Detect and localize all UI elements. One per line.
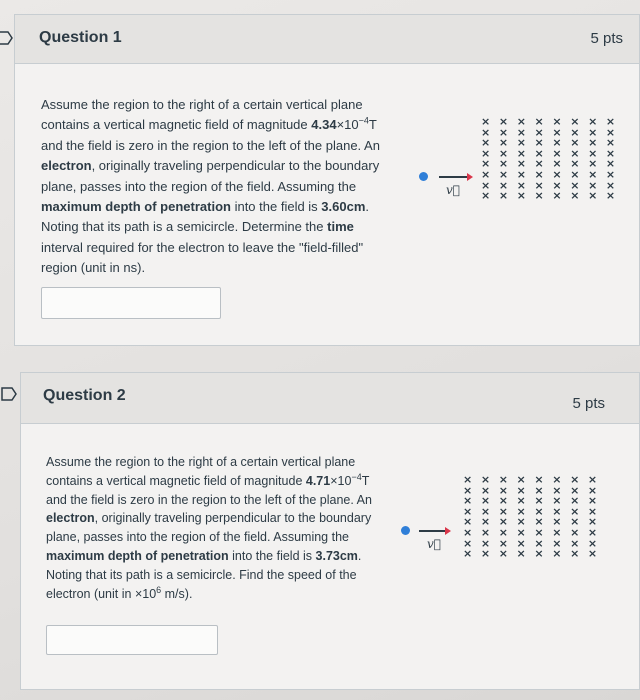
velocity-label: v⃗ bbox=[427, 537, 441, 551]
question-2-diagram bbox=[397, 471, 600, 591]
velocity-label: v⃗ bbox=[446, 183, 460, 197]
velocity-arrow bbox=[439, 176, 469, 178]
electron-dot bbox=[419, 172, 428, 181]
question-2-header bbox=[21, 373, 639, 424]
question-1-header bbox=[15, 15, 639, 64]
question-2-text: Assume the region to the right of a certain vertical plane contains a vertical magnetic field of magnitude $4.71\times 10^{-4}T$ and the field is zero in the region to the left of the plane. An electron, originally traveling perpendicular to the boundary plane, passes into the region of the field. Assuming the maximum depth of penetration into the field is 3.73cm. Noting that its path is a semicircle. Find the speed of the electron (unit in $\times 10^6$ m/s). bbox=[46, 455, 372, 601]
question-2-answer-input[interactable] bbox=[46, 625, 218, 655]
question-1-answer-input[interactable] bbox=[41, 287, 221, 319]
electron-dot bbox=[401, 526, 410, 535]
question-1-text: Assume the region to the right of a certain vertical plane contains a vertical magnetic field of magnitude $4.34\times 10^{-4}T$ and the field is zero in the region to the left of the plane. An electron, originally traveling perpendicular to the boundary plane, passes into the region of the field. Assuming the maximum depth of penetration into the field is 3.60cm. Noting that its path is a semicircle. Determine the time interval required for the electron to leave the "field-filled" region (unit in ns). bbox=[41, 97, 380, 276]
question-2-card bbox=[20, 372, 640, 690]
question-1-card bbox=[14, 14, 640, 346]
question-1-diagram bbox=[415, 113, 618, 233]
velocity-arrow bbox=[419, 530, 447, 532]
question-1-title: Question 1 bbox=[39, 29, 122, 46]
question-1-points: 5 pts bbox=[590, 30, 623, 47]
question-2-title: Question 2 bbox=[43, 387, 126, 404]
magnetic-field-grid: × × × × × × × × × × × × × × × × × × × × × × × × × × × × × × × × × × × × × × × × × × × × × × × × × × × × × × × × × × × × × × × × bbox=[481, 115, 618, 203]
flag-question-1-icon[interactable] bbox=[0, 30, 14, 46]
question-2-points: 5 pts bbox=[572, 395, 605, 412]
flag-question-2-icon[interactable] bbox=[0, 386, 18, 402]
magnetic-field-grid: × × × × × × × × × × × × × × × × × × × × × × × × × × × × × × × × × × × × × × × × × × × × × × × × × × × × × × × × × × × × × × × × bbox=[463, 473, 600, 561]
